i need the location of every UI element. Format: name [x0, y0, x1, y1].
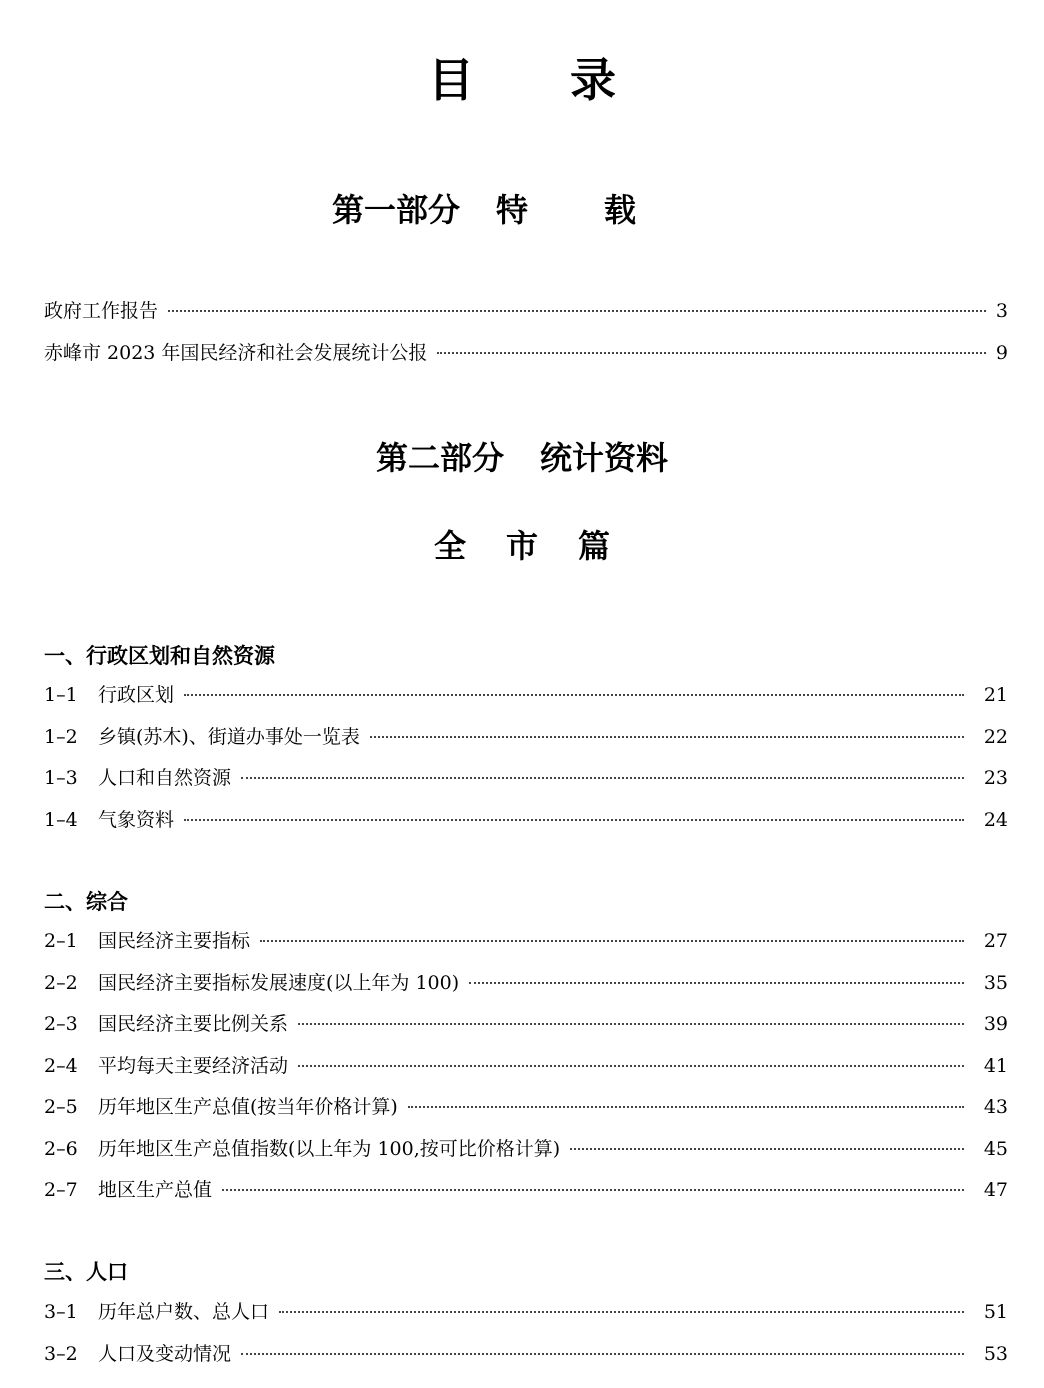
chapter-heading: 一、行政区划和自然资源: [44, 644, 275, 668]
entry-title: 政府工作报告: [44, 300, 159, 322]
chapter-three-entries: [44, 1297, 1008, 1380]
part-one-heading: [0, 188, 1044, 232]
toc-entry[interactable]: [44, 1339, 1008, 1381]
entry-title: 平均每天主要经济活动: [98, 1054, 289, 1077]
entry-number: 2–5: [44, 1096, 78, 1118]
toc-entry[interactable]: [44, 1134, 1008, 1176]
entry-page: 23: [983, 767, 1008, 789]
entry-number: 2–4: [44, 1054, 78, 1077]
entry-number: 1–1: [44, 684, 78, 706]
toc-entry[interactable]: [44, 968, 1008, 1010]
dot-leader: [298, 1023, 964, 1025]
toc-entry[interactable]: [44, 1092, 1008, 1134]
entry-title: 行政区划: [98, 684, 175, 706]
entry-page: 9: [995, 341, 1008, 364]
chapter-one-entries: [44, 680, 1008, 846]
toc-entry[interactable]: [44, 926, 1008, 968]
part-two-prefix: 第二部分: [375, 439, 504, 477]
entry-number: 1–2: [44, 725, 78, 748]
toc-entry[interactable]: [44, 805, 1008, 847]
toc-entry[interactable]: [44, 722, 1008, 764]
part-one-prefix: 第一部分: [331, 191, 460, 229]
toc-title: 目录: [428, 53, 712, 107]
dot-leader: [222, 1189, 964, 1191]
entry-page: 24: [983, 808, 1008, 831]
entry-title: 人口及变动情况: [98, 1342, 232, 1365]
entry-title: 人口和自然资源: [98, 767, 232, 789]
dot-leader: [241, 777, 964, 779]
entry-page: 43: [983, 1096, 1008, 1118]
dot-leader: [437, 352, 985, 354]
dot-leader: [184, 694, 964, 696]
toc-entry[interactable]: [44, 338, 1008, 380]
dot-leader: [279, 1311, 964, 1313]
dot-leader: [260, 940, 964, 942]
entry-page: 22: [983, 725, 1008, 748]
entry-page: 45: [983, 1137, 1008, 1160]
toc-entry[interactable]: [44, 296, 1008, 338]
entry-number: 2–6: [44, 1137, 78, 1160]
entry-title: 国民经济主要比例关系: [98, 1013, 289, 1035]
entry-page: 3: [995, 300, 1008, 322]
entry-page: 35: [983, 971, 1008, 994]
section-heading: 全市篇: [433, 527, 650, 565]
entry-number: 3–2: [44, 1342, 78, 1365]
toc-entry[interactable]: [44, 1297, 1008, 1339]
dot-leader: [469, 982, 964, 984]
part-one-entries: [44, 296, 1008, 379]
entry-number: 1–3: [44, 767, 78, 789]
entry-title: 历年总户数、总人口: [98, 1301, 270, 1323]
entry-page: 27: [983, 930, 1008, 952]
chapter-heading: 三、人口: [44, 1260, 128, 1284]
toc-entry[interactable]: [44, 1009, 1008, 1051]
chapter-two-entries: [44, 926, 1008, 1217]
entry-page: 53: [983, 1342, 1008, 1365]
entry-number: 1–4: [44, 808, 78, 831]
toc-entry[interactable]: [44, 1175, 1008, 1217]
dot-leader: [408, 1106, 964, 1108]
entry-title: 赤峰市 2023 年国民经济和社会发展统计公报: [44, 341, 428, 364]
entry-title: 国民经济主要指标: [98, 930, 251, 952]
toc-entry[interactable]: [44, 1051, 1008, 1093]
dot-leader: [370, 736, 964, 738]
dot-leader: [241, 1353, 964, 1355]
entry-page: 21: [983, 684, 1008, 706]
entry-page: 41: [983, 1054, 1008, 1077]
entry-title: 历年地区生产总值(按当年价格计算): [98, 1096, 398, 1118]
entry-title: 乡镇(苏木)、街道办事处一览表: [98, 725, 360, 748]
entry-title: 国民经济主要指标发展速度(以上年为 100): [98, 971, 460, 994]
entry-number: 2–1: [44, 930, 78, 952]
toc-entry[interactable]: [44, 763, 1008, 805]
dot-leader: [570, 1148, 964, 1150]
chapter-heading: 二、综合: [44, 890, 128, 914]
dot-leader: [184, 819, 964, 821]
entry-number: 2–7: [44, 1179, 78, 1201]
entry-title: 气象资料: [98, 808, 175, 831]
entry-page: 39: [983, 1013, 1008, 1035]
dot-leader: [168, 310, 986, 312]
entry-page: 47: [983, 1179, 1008, 1201]
entry-number: 2–2: [44, 971, 78, 994]
entry-page: 51: [983, 1301, 1008, 1323]
entry-title: 历年地区生产总值指数(以上年为 100,按可比价格计算): [98, 1137, 561, 1160]
dot-leader: [298, 1065, 964, 1067]
part-one-name: 特载: [496, 191, 713, 229]
entry-number: 3–1: [44, 1301, 78, 1323]
entry-number: 2–3: [44, 1013, 78, 1035]
part-two-name: 统计资料: [540, 439, 669, 477]
toc-entry[interactable]: [44, 680, 1008, 722]
part-two-heading: [0, 436, 1044, 480]
entry-title: 地区生产总值: [98, 1179, 213, 1201]
